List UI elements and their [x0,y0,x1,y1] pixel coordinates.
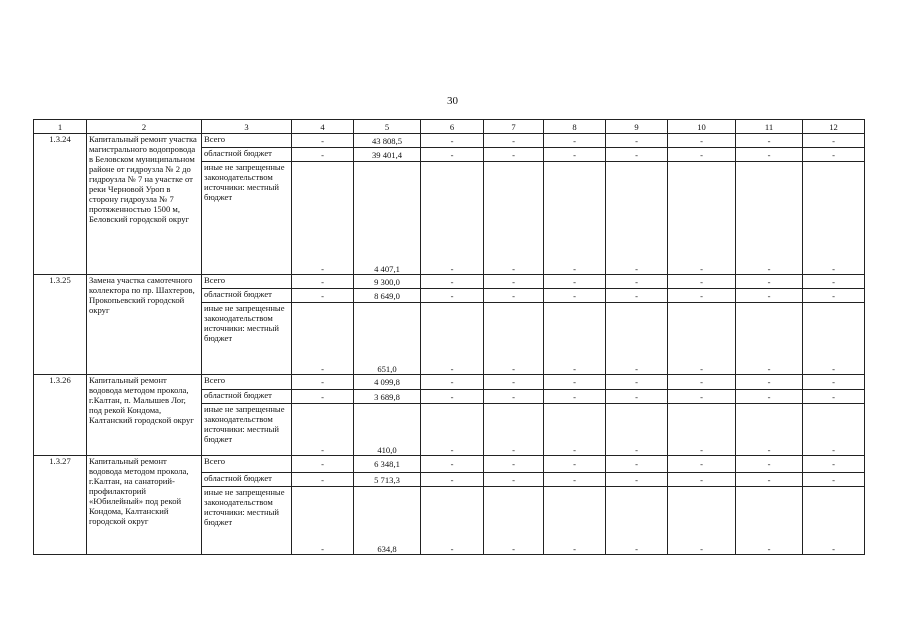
value-cell: 4 407,1 [354,162,421,275]
value-cell: - [292,275,354,289]
value-cell: - [736,134,803,148]
value-cell: - [484,303,544,375]
value-cell: - [421,289,484,303]
value-cell: - [803,275,865,289]
funding-source: иные не запрещенные законодательством источники: местный бюджет [202,303,292,375]
value-cell: - [668,303,736,375]
value-cell: - [606,134,668,148]
item-code: 1.3.27 [34,456,87,555]
value-cell: - [736,456,803,473]
value-cell: - [736,487,803,555]
table-row [34,375,865,390]
item-code: 1.3.26 [34,375,87,456]
col-header: 9 [606,120,668,134]
value-cell: - [803,404,865,456]
value-cell: - [484,289,544,303]
header-row [34,120,865,134]
table-row [34,134,865,148]
item-code: 1.3.25 [34,275,87,375]
value-cell: - [484,134,544,148]
value-cell: - [668,487,736,555]
value-cell: 39 401,4 [354,148,421,162]
value-cell: 651,0 [354,303,421,375]
value-cell: - [736,390,803,404]
value-cell: - [544,404,606,456]
value-cell: - [606,375,668,390]
value-cell: 3 689,8 [354,390,421,404]
value-cell: - [606,456,668,473]
value-cell: - [544,148,606,162]
value-cell: - [606,487,668,555]
value-cell: - [606,275,668,289]
funding-source: областной бюджет [202,289,292,303]
value-cell: - [421,162,484,275]
value-cell: - [484,473,544,487]
value-cell: - [421,473,484,487]
funding-source: иные не запрещенные законодательством источники: местный бюджет [202,404,292,456]
value-cell: - [421,148,484,162]
value-cell: - [668,473,736,487]
value-cell: 410,0 [354,404,421,456]
value-cell: - [292,289,354,303]
value-cell: - [484,162,544,275]
col-header: 10 [668,120,736,134]
value-cell: - [421,404,484,456]
value-cell: - [803,134,865,148]
value-cell: 5 713,3 [354,473,421,487]
value-cell: - [544,375,606,390]
funding-source: Всего [202,134,292,148]
value-cell: - [803,303,865,375]
value-cell: - [803,473,865,487]
col-header: 5 [354,120,421,134]
value-cell: - [292,487,354,555]
value-cell: - [803,289,865,303]
value-cell: - [544,134,606,148]
col-header: 2 [87,120,202,134]
value-cell: - [544,456,606,473]
value-cell: - [803,487,865,555]
col-header: 1 [34,120,87,134]
value-cell: - [292,134,354,148]
funding-source: Всего [202,456,292,473]
value-cell: - [668,289,736,303]
value-cell: - [292,148,354,162]
col-header: 8 [544,120,606,134]
item-name: Капитальный ремонт водовода методом прокола, г.Калтан, на санаторий-профилакторий «Юбилейный» под рекой Кондома, Калтанский городской округ [87,456,202,555]
col-header: 4 [292,120,354,134]
value-cell: - [606,390,668,404]
value-cell: - [803,162,865,275]
funding-source: Всего [202,275,292,289]
value-cell: - [736,303,803,375]
value-cell: - [736,289,803,303]
value-cell: - [803,456,865,473]
funding-source: иные не запрещенные законодательством источники: местный бюджет [202,487,292,555]
table-row [34,275,865,289]
page-number: 30 [447,95,458,107]
value-cell: - [736,375,803,390]
value-cell: - [606,404,668,456]
value-cell: - [421,275,484,289]
value-cell: 9 300,0 [354,275,421,289]
value-cell: - [606,289,668,303]
value-cell: - [668,375,736,390]
value-cell: - [668,390,736,404]
value-cell: - [292,162,354,275]
funding-source: областной бюджет [202,473,292,487]
value-cell: - [292,404,354,456]
value-cell: - [484,275,544,289]
value-cell: - [421,375,484,390]
value-cell: - [803,375,865,390]
value-cell: - [803,390,865,404]
value-cell: - [544,487,606,555]
value-cell: - [544,390,606,404]
col-header: 3 [202,120,292,134]
value-cell: - [484,148,544,162]
col-header: 12 [803,120,865,134]
item-name: Капитальный ремонт водовода методом прокола, г.Калтан, п. Малышев Лог, под рекой Кондома, Калтанский городской округ [87,375,202,456]
value-cell: 6 348,1 [354,456,421,473]
item-name: Замена участка самотечного коллектора по пр. Шахтеров, Прокопьевский городской округ [87,275,202,375]
value-cell: - [421,134,484,148]
value-cell: - [668,134,736,148]
funding-source: Всего [202,375,292,390]
value-cell: - [421,390,484,404]
col-header: 11 [736,120,803,134]
value-cell: - [606,148,668,162]
value-cell: - [292,303,354,375]
value-cell: - [544,303,606,375]
funding-source: областной бюджет [202,148,292,162]
value-cell: - [736,162,803,275]
value-cell: - [421,456,484,473]
value-cell: - [668,162,736,275]
value-cell: 8 649,0 [354,289,421,303]
value-cell: - [421,303,484,375]
value-cell: - [484,390,544,404]
value-cell: - [668,456,736,473]
value-cell: - [736,275,803,289]
value-cell: - [292,473,354,487]
item-name: Капитальный ремонт участка магистрального водопровода в Беловском муниципальном районе от гидроузла № 2 до гидроузла № 7 на участке от реки Черновой Уроп в сторону гидроузла № 7 протяженностью 1500 м, Беловский городской округ [87,134,202,275]
value-cell: - [484,375,544,390]
value-cell: - [544,473,606,487]
value-cell: - [606,303,668,375]
value-cell: - [544,275,606,289]
value-cell: - [292,390,354,404]
budget-table [33,119,865,555]
value-cell: - [803,148,865,162]
value-cell: - [484,487,544,555]
value-cell: - [668,275,736,289]
value-cell: - [606,162,668,275]
funding-source: областной бюджет [202,390,292,404]
value-cell: - [544,162,606,275]
col-header: 6 [421,120,484,134]
value-cell: 4 099,8 [354,375,421,390]
value-cell: - [292,456,354,473]
value-cell: - [292,375,354,390]
value-cell: - [668,404,736,456]
value-cell: - [736,404,803,456]
value-cell: - [668,148,736,162]
value-cell: - [736,473,803,487]
col-header: 7 [484,120,544,134]
value-cell: - [484,456,544,473]
table-row [34,456,865,473]
value-cell: - [484,404,544,456]
value-cell: 43 808,5 [354,134,421,148]
item-code: 1.3.24 [34,134,87,275]
value-cell: - [544,289,606,303]
value-cell: - [606,473,668,487]
funding-source: иные не запрещенные законодательством источники: местный бюджет [202,162,292,275]
value-cell: - [421,487,484,555]
value-cell: 634,8 [354,487,421,555]
value-cell: - [736,148,803,162]
